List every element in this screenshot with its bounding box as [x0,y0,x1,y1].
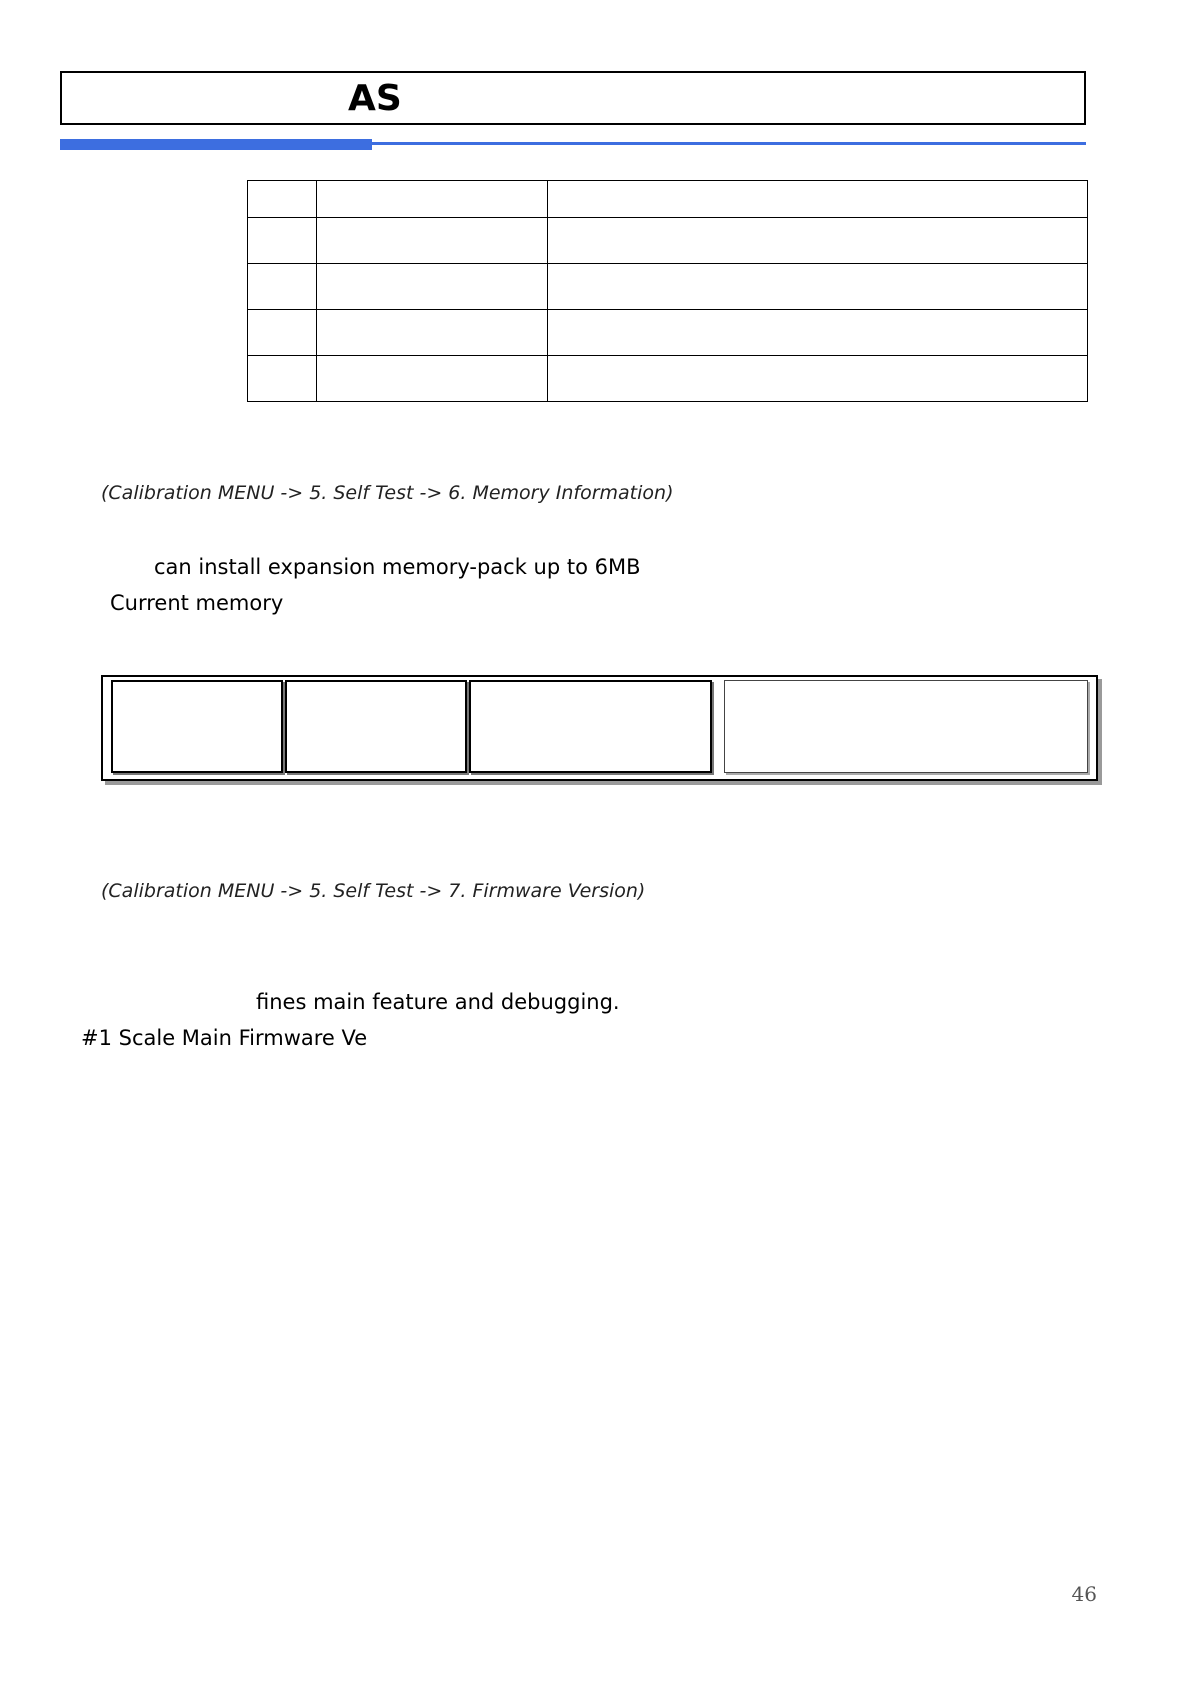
page-title: AS [348,78,402,119]
memory-line-2: Current memory [110,591,284,615]
table-cell [248,356,317,402]
table-cell [317,356,548,402]
title-box [60,71,1086,125]
firmware-line-1: fines main feature and debugging. [256,990,620,1014]
table-cell [548,264,1088,310]
table-cell [548,181,1088,218]
table-cell [548,218,1088,264]
firmware-menu-path: (Calibration MENU -> 5. Self Test -> 7. Firmware Version) [101,880,646,902]
firmware-line-2: #1 Scale Main Firmware Ve [81,1026,368,1050]
table-cell [248,310,317,356]
page-number: 46 [1071,1582,1097,1606]
accent-bar-thick [60,139,372,150]
memory-menu-path: (Calibration MENU -> 5. Self Test -> 6. Memory Information) [101,482,674,504]
display-cell-4 [724,680,1088,773]
table-cell [548,356,1088,402]
memory-line-1: can install expansion memory-pack up to 6MB [154,555,641,579]
table-row [248,356,1088,402]
table-cell [317,181,548,218]
accent-bar-thin [372,142,1086,145]
table-cell [248,181,317,218]
display-cell-2 [285,680,467,773]
display-cell-1 [111,680,283,773]
table-row [248,218,1088,264]
table-header-row [248,181,1088,218]
spec-table [247,180,1088,402]
table-cell [248,264,317,310]
display-cell-3 [469,680,712,773]
table-cell [317,264,548,310]
table-cell [317,310,548,356]
table-cell [548,310,1088,356]
table-row [248,310,1088,356]
table-cell [248,218,317,264]
table-row [248,264,1088,310]
table-cell [317,218,548,264]
